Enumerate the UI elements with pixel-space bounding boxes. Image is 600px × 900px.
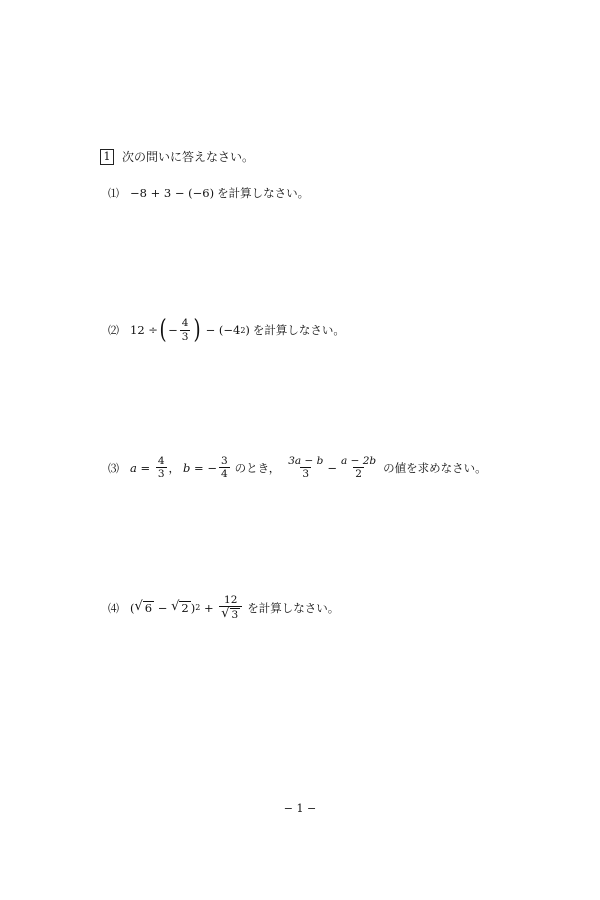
exponent: 2 xyxy=(195,603,201,613)
problem-instruction: を計算しなさい。 xyxy=(247,600,340,615)
question-header xyxy=(100,148,254,165)
sqrt-3 xyxy=(221,607,240,621)
radicand: 2 xyxy=(181,600,189,615)
problem-1 xyxy=(108,185,309,201)
fraction-denominator: 3 xyxy=(302,468,310,481)
radicand: 6 xyxy=(144,600,153,615)
frac-sign: − xyxy=(168,323,178,337)
problem-label: ⑵ xyxy=(108,324,119,337)
fraction-numerator: 3a − b xyxy=(288,455,324,467)
expr-lead: 12 ÷ xyxy=(130,323,158,337)
expr-tail: − (−4 xyxy=(205,323,241,337)
open-paren: ( xyxy=(130,600,135,615)
radical-sign: √ xyxy=(221,606,230,622)
minus-sign: − xyxy=(327,460,337,475)
problem-expression xyxy=(130,594,244,621)
problem-expression: −8 + 3 − (−6) xyxy=(130,186,215,200)
problem-instruction: を計算しなさい。 xyxy=(217,186,310,200)
fraction-numerator: 4 xyxy=(157,455,165,467)
fraction xyxy=(180,317,191,342)
big-close-paren: ) xyxy=(193,315,202,345)
fraction-numerator: a − 2b xyxy=(340,455,377,467)
fraction-numerator: 4 xyxy=(181,317,189,330)
condition-text: のとき， xyxy=(234,460,281,475)
fraction-2 xyxy=(339,455,378,480)
sqrt-2 xyxy=(171,600,191,615)
sqrt-1 xyxy=(135,600,155,615)
fraction-b xyxy=(219,455,230,480)
fraction-denominator xyxy=(219,606,242,621)
fraction-denominator: 3 xyxy=(157,468,165,481)
plus-sign: + xyxy=(200,600,218,615)
fraction-a xyxy=(156,455,167,480)
question-title: 次の問いに答えなさい。 xyxy=(122,150,255,164)
fraction-numerator: 3 xyxy=(220,455,228,467)
fraction-1 xyxy=(286,455,325,480)
question-number-box: 1 xyxy=(100,149,114,165)
problem-expression xyxy=(130,317,250,343)
fraction-numerator: 12 xyxy=(224,594,238,606)
problem-2 xyxy=(108,317,345,343)
problem-label: ⑶ xyxy=(108,461,119,475)
exponent: 2 xyxy=(240,325,246,335)
page-number: − 1 − xyxy=(283,802,317,815)
a-equals: = xyxy=(136,460,154,475)
radical-sign: √ xyxy=(171,598,180,614)
problem-instruction: の値を求めなさい。 xyxy=(383,460,487,475)
problem-label: ⑴ xyxy=(108,187,119,200)
var-a: a xyxy=(130,460,137,475)
radicand: 3 xyxy=(231,609,239,622)
separator: ， xyxy=(168,460,180,475)
problem-3 xyxy=(108,455,487,480)
expr-tail-close: ) xyxy=(245,323,250,337)
minus-sign: − xyxy=(154,600,172,615)
fraction-denominator: 3 xyxy=(181,330,189,343)
fraction-denominator: 4 xyxy=(220,468,228,481)
fraction xyxy=(219,594,242,621)
var-b: b xyxy=(183,460,191,475)
radical-sign: √ xyxy=(134,598,143,614)
b-equals: = − xyxy=(190,460,217,475)
problem-4 xyxy=(108,594,339,621)
problem-expression xyxy=(130,455,380,480)
problem-instruction: を計算しなさい。 xyxy=(252,323,345,337)
big-open-paren: ( xyxy=(159,315,167,345)
close-paren: ) xyxy=(190,600,196,615)
fraction-denominator: 2 xyxy=(355,468,362,481)
problem-label: ⑷ xyxy=(108,601,119,615)
